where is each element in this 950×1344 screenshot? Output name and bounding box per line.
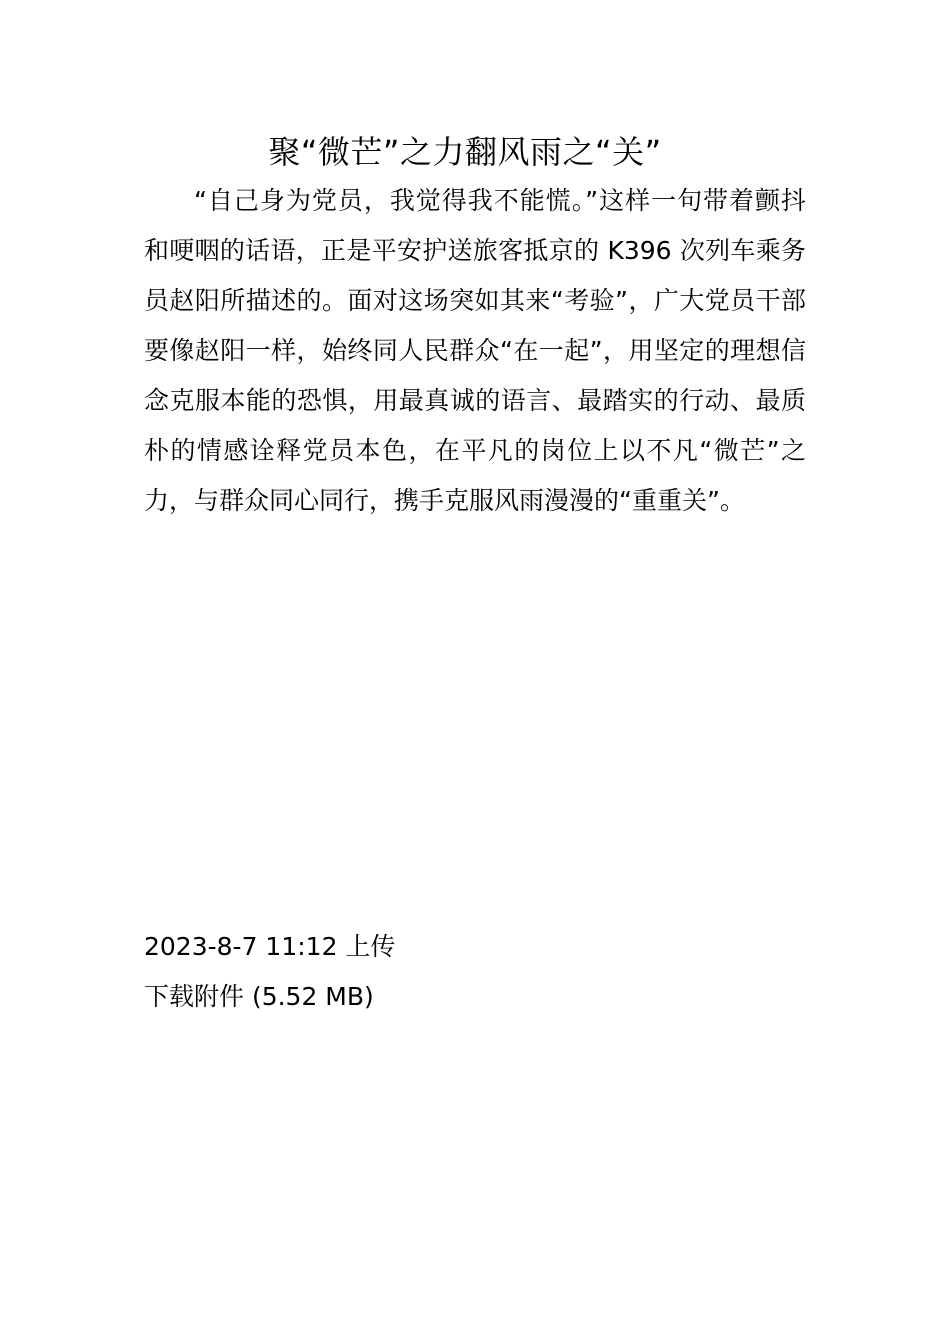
download-attachment-link[interactable]: 下载附件 (5.52 MB) [144, 982, 374, 1011]
article-paragraph: “自己身为党员，我觉得我不能慌。”这样一句带着颤抖和哽咽的话语，正是平安护送旅客抵京的 K396 次列车乘务员赵阳所描述的。面对这场突如其来“考验”，广大党员干部要像赵阳一样，始终同人民群众“在一起”，用坚定的理想信念克服本能的恐惧，用最真诚的语言、最踏实的行动、最质朴的情感诠释党员本色，在平凡的岗位上以不凡“微芒”之力，与群众同心同行，携手克服风雨漫漫的“重重关”。 [144, 186, 806, 515]
upload-timestamp: 2023-8-7 11:12 上传 [144, 932, 396, 961]
article-title: 聚“微芒”之力翻风雨之“关” [268, 133, 662, 171]
